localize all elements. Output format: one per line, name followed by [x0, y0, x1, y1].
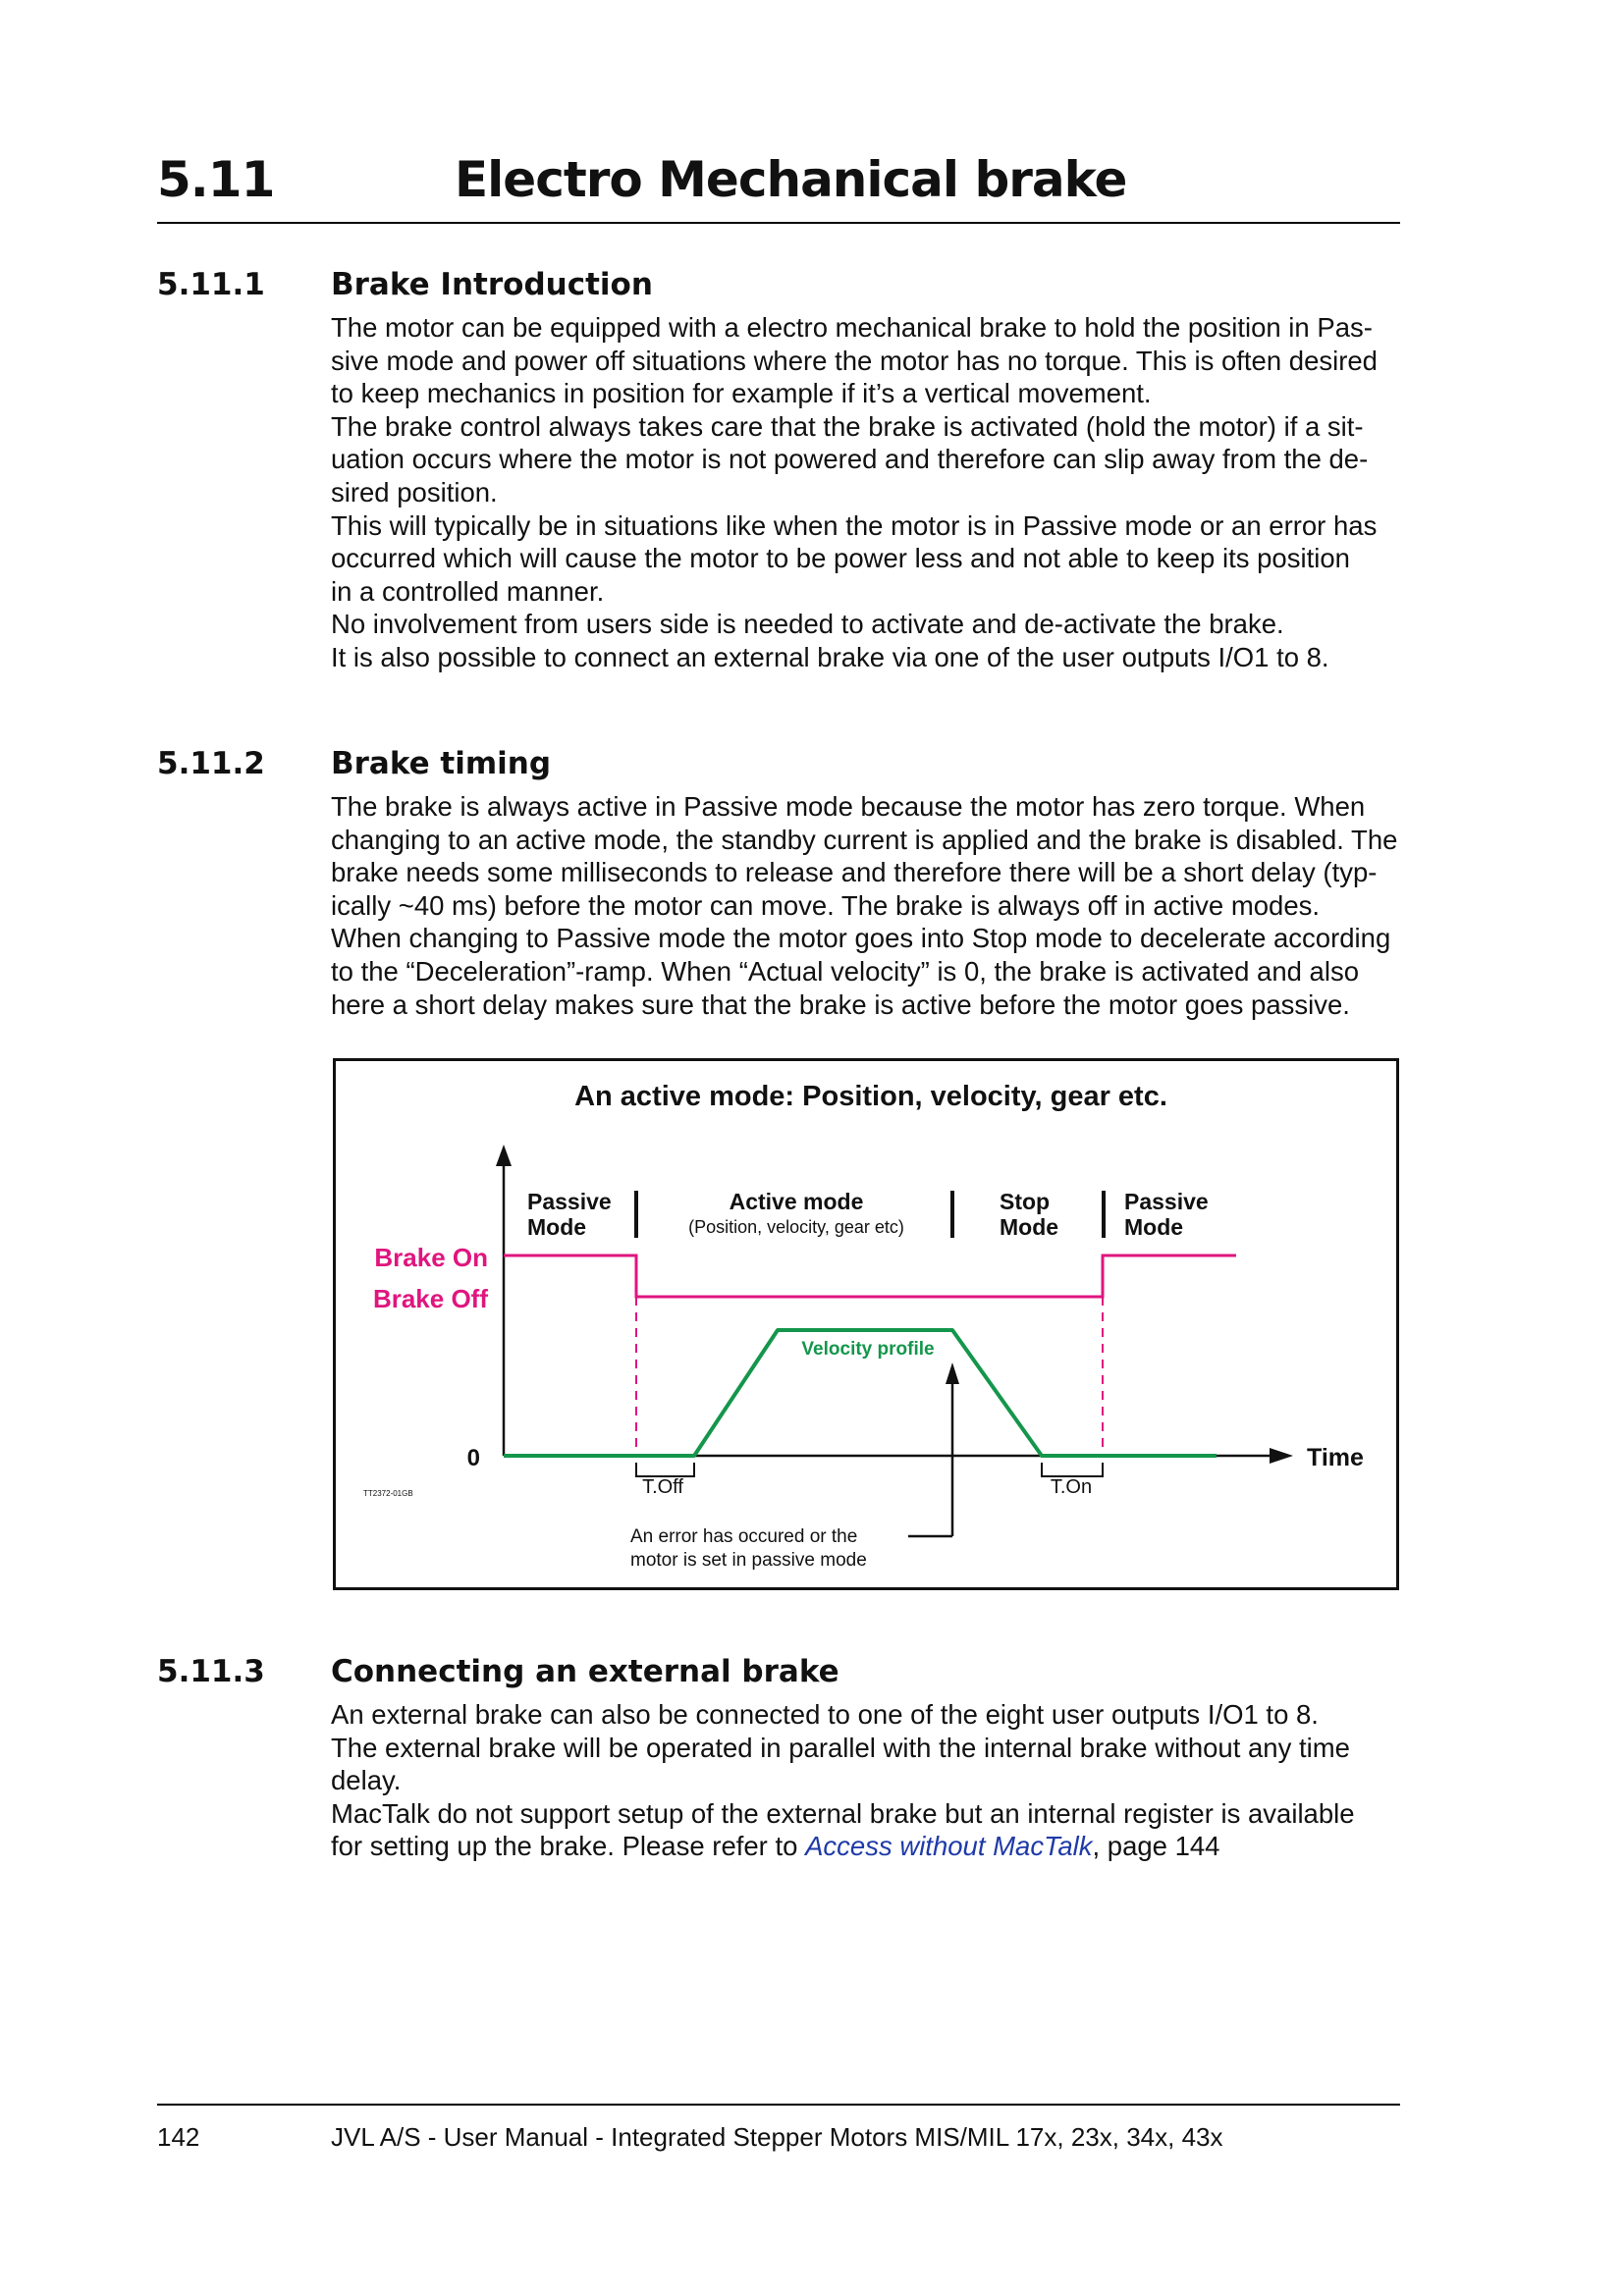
text-line: The external brake will be operated in parallel with the internal brake without any time — [331, 1732, 1350, 1763]
text-line: MacTalk do not support setup of the external brake but an internal register is available — [331, 1797, 1355, 1829]
text-line: delay. — [331, 1765, 402, 1796]
phase-label-active: Active mode — [729, 1189, 864, 1214]
access-without-mactalk-link[interactable]: Access without MacTalk — [805, 1831, 1093, 1862]
text-line: The motor can be equipped with a electro mechanical brake to hold the position in Pas- — [331, 312, 1373, 343]
text-line: This will typically be in situations like when the motor is in Passive mode or an error has — [331, 509, 1378, 541]
time-label: Time — [1307, 1444, 1364, 1471]
text-line: occurred which will cause the motor to be power less and not able to keep its position — [331, 543, 1350, 574]
section-number: 5.11.1 — [157, 267, 265, 302]
text-line: When changing to Passive mode the motor goes into Stop mode to decelerate according — [331, 923, 1391, 954]
brake-timing-diagram — [333, 1058, 1399, 1590]
phase-label-passive: Passive — [1124, 1189, 1209, 1214]
zero-label: 0 — [466, 1445, 480, 1471]
text-line: changing to an active mode, the standby current is applied and the brake is disabled. The — [331, 824, 1398, 855]
section-number: 5.11.3 — [157, 1654, 265, 1689]
error-note: An error has occured or the — [630, 1526, 858, 1547]
text-line: The brake control always takes care that the brake is activated (hold the motor) if a sit- — [331, 410, 1364, 442]
chapter-number: 5.11 — [157, 151, 275, 208]
heading-rule — [157, 222, 1400, 224]
text-line: here a short delay makes sure that the brake is active before the motor goes passive. — [331, 988, 1350, 1020]
text-line: to keep mechanics in position for example if it’s a vertical movement. — [331, 378, 1152, 409]
phase-label-passive: Mode — [1124, 1214, 1184, 1240]
text-line: sive mode and power off situations where the motor has no torque. This is often desired — [331, 345, 1378, 376]
text-line: brake needs some milliseconds to release and therefore there will be a short delay (typ- — [331, 857, 1378, 888]
text-line: An external brake can also be connected to one of the eight user outputs I/O1 to 8. — [331, 1699, 1319, 1730]
text-line: No involvement from users side is needed to activate and de-activate the brake. — [331, 609, 1284, 640]
diagram-frame — [335, 1060, 1398, 1589]
text-fragment: , page 144 — [1092, 1831, 1220, 1862]
page-number: 142 — [157, 2122, 200, 2152]
text-line: in a controlled manner. — [331, 575, 605, 607]
phase-label-passive: Mode — [527, 1214, 587, 1240]
footer-rule — [157, 2104, 1400, 2106]
text-line: ically ~40 ms) before the motor can move. The brake is always off in active modes. — [331, 889, 1321, 921]
text-line: It is also possible to connect an external brake via one of the user outputs I/O1 to 8. — [331, 641, 1329, 672]
text-line: sired position. — [331, 476, 498, 507]
text-fragment: for setting up the brake. Please refer to — [331, 1831, 806, 1862]
text-line: The brake is always active in Passive mode because the motor has zero torque. When — [331, 791, 1366, 822]
section-title: Brake Introduction — [331, 267, 653, 302]
phase-label-passive: Passive — [527, 1189, 612, 1214]
section-title: Brake timing — [331, 746, 552, 781]
text-line: uation occurs where the motor is not powered and therefore can slip away from the de- — [331, 444, 1369, 475]
brake-on-label: Brake On — [374, 1243, 488, 1272]
text-line — [331, 1830, 1401, 1863]
velocity-profile-label: Velocity profile — [801, 1339, 935, 1360]
figure-code: TT2372-01GB — [363, 1489, 413, 1498]
brake-off-label: Brake Off — [372, 1284, 488, 1313]
text-line: to the “Deceleration”-ramp. When “Actual velocity” is 0, the brake is activated and also — [331, 955, 1360, 987]
section-body — [331, 1698, 1401, 1863]
diagram-title: An active mode: Position, velocity, gear etc. — [574, 1081, 1167, 1112]
footer-text: JVL A/S - User Manual - Integrated Stepper Motors MIS/MIL 17x, 23x, 34x, 43x — [331, 2122, 1223, 2152]
section-number: 5.11.2 — [157, 746, 265, 781]
t-on-label: T.On — [1050, 1476, 1093, 1498]
error-note: motor is set in passive mode — [630, 1550, 867, 1571]
section-title: Connecting an external brake — [331, 1654, 839, 1689]
phase-label-stop: Mode — [1000, 1214, 1059, 1240]
section-body — [331, 311, 1401, 674]
phase-label-active-detail: (Position, velocity, gear etc) — [688, 1217, 904, 1237]
section-body — [331, 790, 1401, 1021]
phase-label-stop: Stop — [1000, 1189, 1051, 1214]
chapter-title: Electro Mechanical brake — [455, 151, 1127, 208]
t-off-label: T.Off — [642, 1476, 683, 1498]
